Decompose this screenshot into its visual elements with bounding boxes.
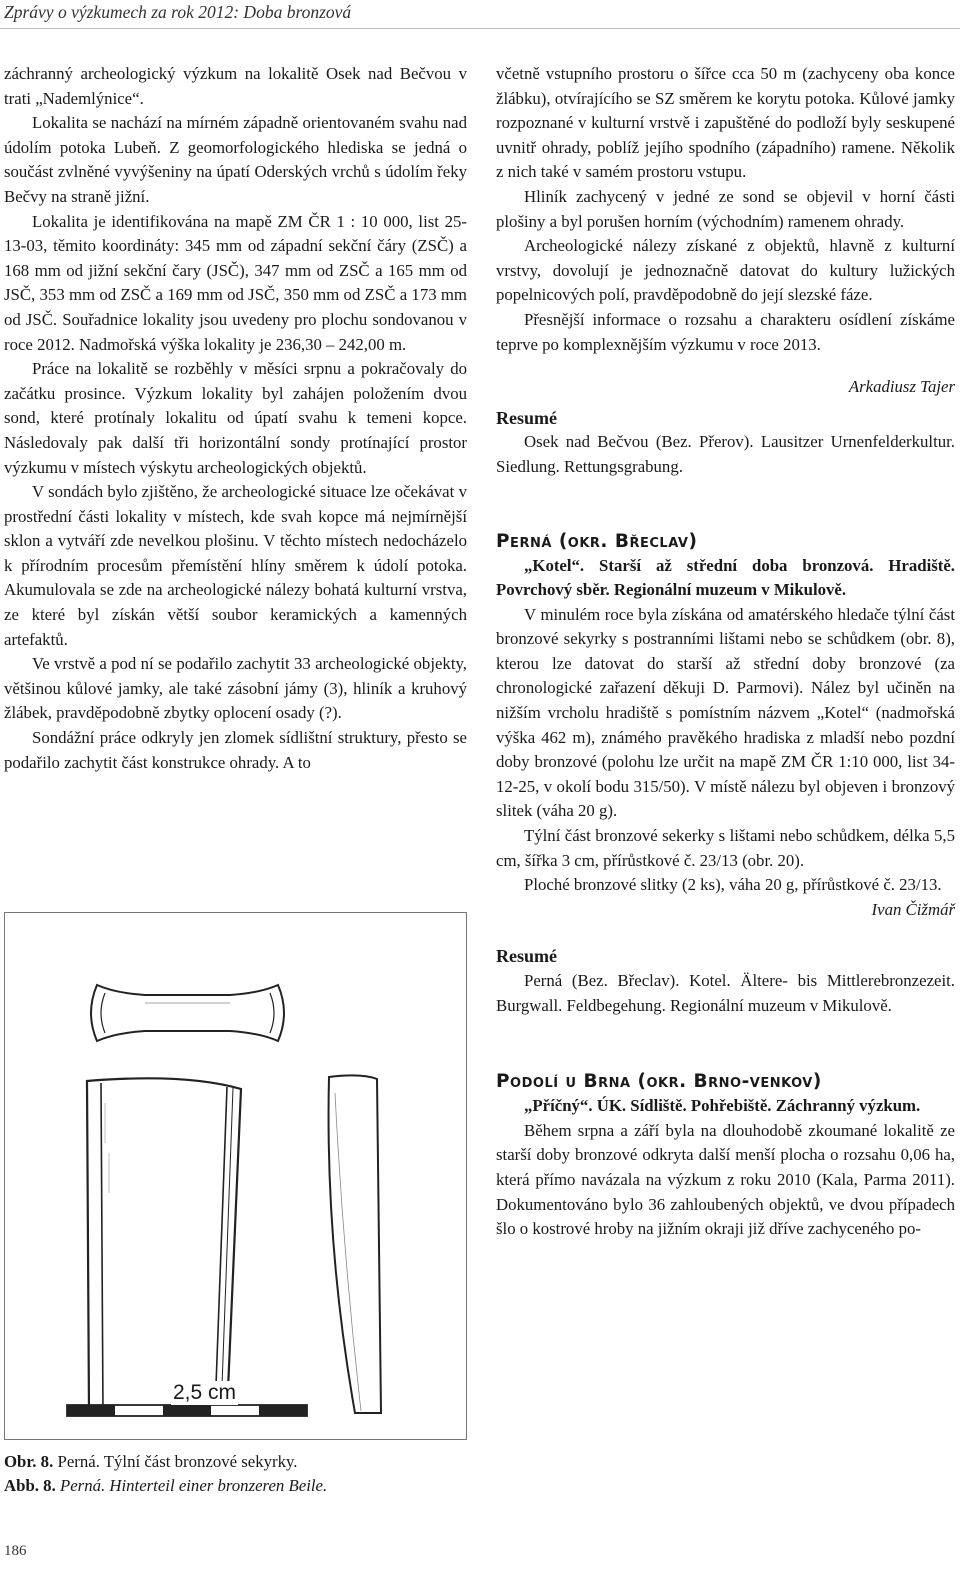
resume-heading: Resumé xyxy=(496,946,557,967)
paragraph: včetně vstupního prostoru o šířce cca 50 m (zachyceny oba konce žlábku), otvírajícího se SZ směrem ke korytu potoka. Kůlové jamky rozpoznané v kulturní vrstvě i zapuštěné do podloží byly seskupené uvnitř ohrady, poblíž jejího spodního (západního) ramene. Několik z nich také v samém prostoru vstupu. xyxy=(496,64,955,182)
caption-czech xyxy=(4,1450,467,1474)
running-header-title: Zprávy o výzkumech za rok 2012: Doba bronzová xyxy=(4,2,352,22)
paragraph: Archeologické nálezy získané z objektů, hlavně z kulturní vrstvy, dovolují je jednoznačně datovat do kultury lužických popelnicových polí, pravděpodobně do její slezské fáze. xyxy=(496,236,955,305)
paragraph: Týlní část bronzové sekerky s lištami nebo schůdkem, délka 5,5 cm, šířka 3 cm, přírůstkové č. 23/13 (obr. 20). xyxy=(496,826,955,870)
paragraph: Ve vrstvě a pod ní se podařilo zachytit 33 archeologické objekty, většinou kůlové jamky, ale také zásobní jámy (3), hliník a kruhový žlábek, pravděpodobně zbytky oplocení osady (?). xyxy=(4,654,467,723)
paragraph: Lokalita se nachází na mírném západně orientovaném svahu nad údolím potoka Lubeň. Z geomorfologického hlediska se jedná o součást zvlněné vyvýšeniny na úpatí Oderských vrchů s údolím řeky Bečvy na straně jižní. xyxy=(4,113,467,206)
caption-de-text: Perná. Hinterteil einer bronzeren Beile. xyxy=(59,1476,328,1495)
paragraph: V minulém roce byla získána od amatérského hledače týlní část bronzové sekyrky s postranními lištami nebo se schůdkem (obr. 8), kterou lze datovat do starší až střední doby bronzové (za chronologické zařazení děkuji D. Parmovi). Nález byl učiněn na nižším vrcholu hradiště s pomístním názvem „Kotel“ (nadmořská výška 462 m), známého pravěkého hradiska z mladší nebo pozdní doby bronzové (polohu lze určit na mapě ZM ČR 1:10 000, list 34-12-25, v okolí bodu 315/50). V místě nálezu byl objeven i bronzový slitek (váha 20 g). xyxy=(496,604,955,821)
resume-heading: Resumé xyxy=(496,407,557,428)
running-header xyxy=(0,0,960,29)
resume-text: Perná (Bez. Břeclav). Kotel. Ältere- bis Mittlerebronzezeit. Burgwall. Feldbegehung. Regionální muzeum v Mikulově. xyxy=(496,971,955,1015)
axe-front-view xyxy=(87,1078,241,1413)
left-column xyxy=(4,62,467,775)
paragraph: Lokalita je identifikována na mapě ZM ČR 1 : 10 000, list 25-13-03, těmito koordináty: 345 mm od západní sekční čáry (ZSČ) a 168 mm od jižní sekční čary (JSČ), 347 mm od ZSČ a 165 mm od JSČ, 353 mm od ZSČ a 169 mm od JSČ, 350 mm od ZSČ a 173 mm od JSČ. Souřadnice lokality jsou uvedeny pro plochu sondovanou v roce 2012. Nadmořská výška lokality je 236,30 – 242,00 m. xyxy=(4,211,467,354)
paragraph: Přesnější informace o rozsahu a charakteru osídlení získáme teprve po komplexnějším výzkumu v roce 2013. xyxy=(496,309,955,354)
paragraph: V sondách bylo zjištěno, že archeologické situace lze očekávat v prostřední části lokality v místech, kde svah kopce má nejmírnější sklon a vytváří zde nevelkou plošinu. V těchto místech nedocházelo k přírodním procesům přemístění hlíny směrem k údolí potoka. Akumulovala se zde na archeologické nálezy bohatá kulturní vrstva, ze které byl získán větší soubor keramických a kamenných artefaktů. xyxy=(4,482,467,649)
scale-label: 2,5 cm xyxy=(173,1381,237,1404)
axe-side-view xyxy=(329,1075,381,1413)
paragraph: Práce na lokalitě se rozběhly v měsíci srpnu a pokračovaly do začátku prosince. Výzkum lokality byl zahájen položením dvou sond, které protínaly lokalitu od úpatí svahu k temeni kopce. Následovaly pak další tři horizontální sondy protínající prostor výzkumu v místech výskytu archeologických objektů. xyxy=(4,359,467,477)
paragraph: Během srpna a září byla na dlouhodobě zkoumané lokalitě ze starší doby bronzové odkryta další menší plocha o rozsahu 0,06 ha, která přímo navázala na výzkum z roku 2010 (Kala, Parma 2011). Dokumentováno bylo 36 zahloubených objektů, ve dvou případech šlo o kostrové hroby na jižním okraji již dříve zachyceného po- xyxy=(496,1120,955,1239)
caption-de-label: Abb. 8. xyxy=(4,1476,56,1495)
paragraph: Hliník zachycený v jedné ze sond se objevil v horní části plošiny a byl porušen horním (východním) ramenem ohrady. xyxy=(496,186,955,231)
site-heading: Podolí u Brna (okr. Brno-venkov) xyxy=(496,1071,822,1093)
site-heading: Perná (okr. Břeclav) xyxy=(496,530,698,552)
page-number: 186 xyxy=(4,1543,27,1559)
author-name: Ivan Čižmář xyxy=(871,899,955,919)
scale-bar xyxy=(67,1405,307,1416)
figure-caption xyxy=(4,1450,467,1498)
paragraph: záchranný archeologický výzkum na lokalitě Osek nad Bečvou v trati „Nademlýnice“. xyxy=(4,64,467,108)
caption-cz-label: Obr. 8. xyxy=(4,1452,54,1471)
caption-cz-text: Perná. Týlní část bronzové sekyrky. xyxy=(57,1452,298,1471)
caption-german xyxy=(4,1474,467,1498)
paragraph: Sondážní práce odkryly jen zlomek sídlištní struktury, přesto se podařilo zachytit část konstrukce ohrady. A to xyxy=(4,728,467,772)
axe-top-section xyxy=(91,985,284,1041)
paragraph: Ploché bronzové slitky (2 ks), váha 20 g, přírůstkové č. 23/13. xyxy=(524,875,942,895)
figure-axe-drawing xyxy=(4,912,467,1440)
right-column xyxy=(496,62,955,1242)
axe-illustration xyxy=(5,913,466,1439)
author-name: Arkadiusz Tajer xyxy=(848,377,955,397)
site-subheading: „Příčný“. ÚK. Sídliště. Pohřebiště. Záchranný výzkum. xyxy=(524,1096,921,1116)
resume-text: Osek nad Bečvou (Bez. Přerov). Lausitzer Urnenfelderkultur. Siedlung. Rettungsgrabung. xyxy=(496,432,955,476)
site-subheading: „Kotel“. Starší až střední doba bronzová. Hradiště. Povrchový sběr. Regionální muzeum v Mikulově. xyxy=(496,555,955,600)
